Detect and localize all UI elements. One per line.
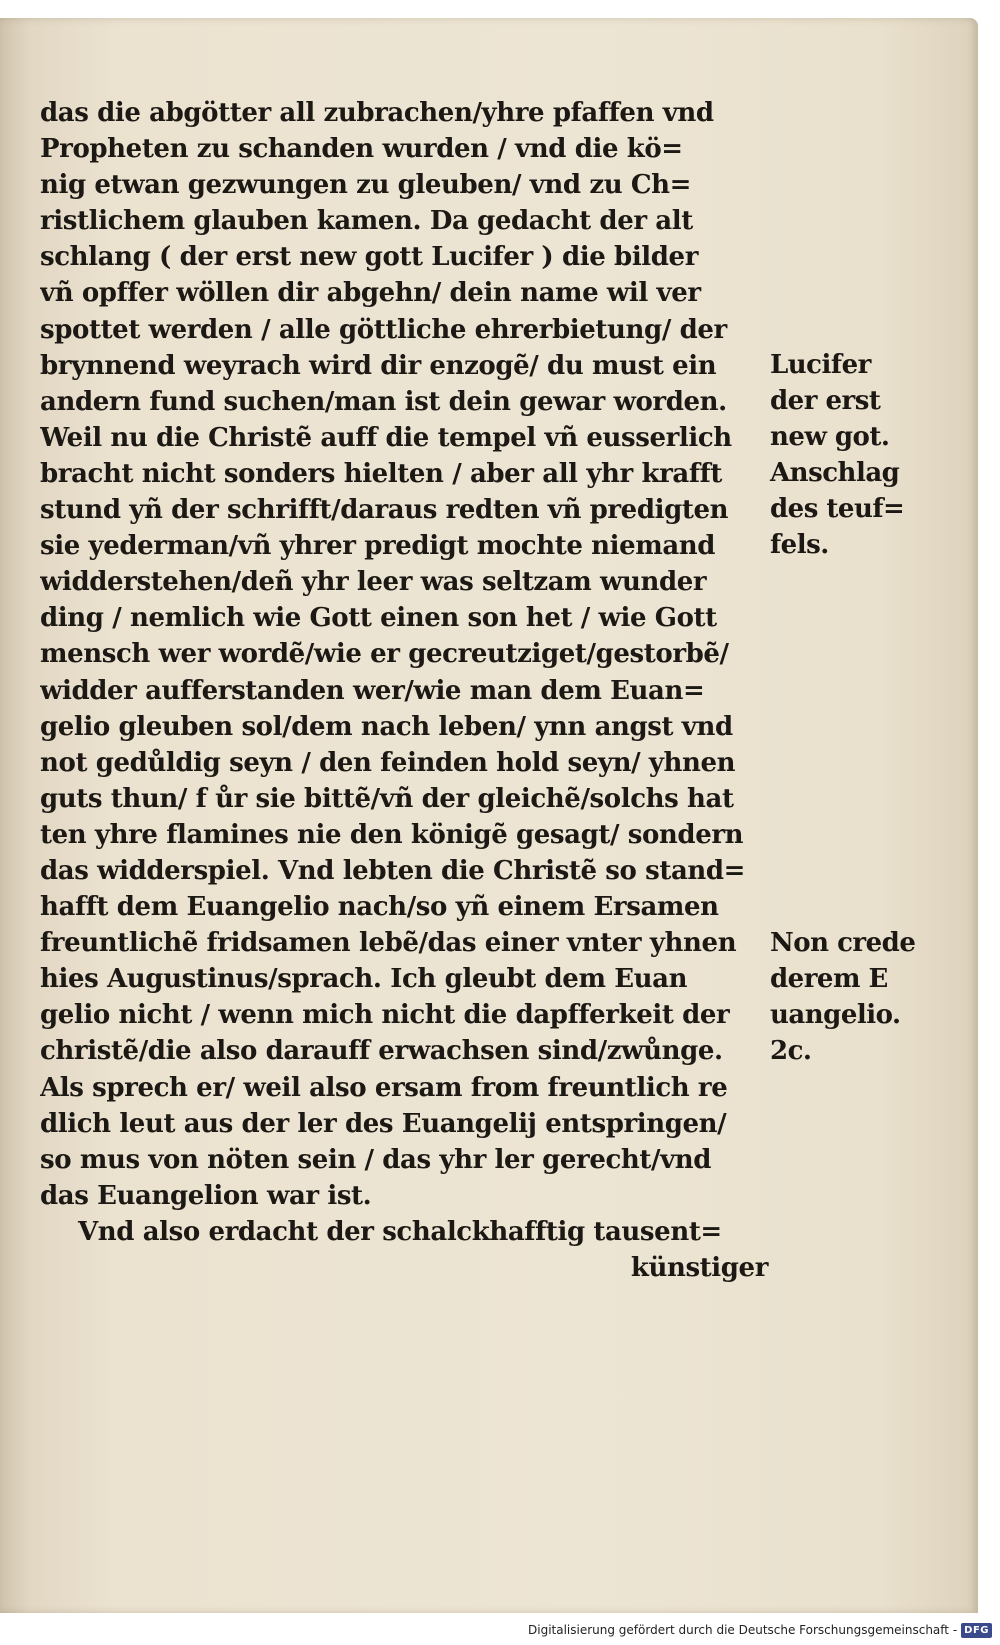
text-line: Als sprech er/ weil also ersam from freuntlich re [40,1072,728,1103]
footer-credit [528,1619,992,1641]
margin-note-line: derem E [770,964,888,995]
margin-note-line: uangelio. [770,1000,901,1031]
text-line: brynnend weyrach wird dir enzogẽ/ du must ein [40,350,717,381]
funding-credit-text: Digitalisierung gefördert durch die Deutsche Forschungsgemeinschaft - [528,1623,958,1637]
text-line: bracht nicht sonders hielten / aber all yhr krafft [40,458,723,489]
margin-note-line: des teuf= [770,494,905,525]
text-line: widder aufferstanden wer/wie man dem Euan= [40,675,705,706]
text-line: das widderspiel. Vnd lebten die Christẽ so stand= [40,855,746,886]
text-line: not gedůldig seyn / den feinden hold seyn/ yhnen [40,747,736,778]
text-line: mensch wer wordẽ/wie er gecreutziget/gestorbẽ/ [40,639,729,670]
main-text-column [40,95,770,1286]
text-line: so mus von nöten sein / das yhr ler gerecht/vnd [40,1144,712,1175]
text-line: christẽ/die also darauff erwachsen sind/zwůnge. [40,1036,723,1067]
dfg-logo: DFG [961,1623,992,1638]
margin-note-non-crederem [770,925,920,1069]
text-line: Weil nu die Christẽ auff die tempel vñ eusserlich [40,422,732,453]
text-line: ristlichem glauben kamen. Da gedacht der alt [40,206,693,237]
text-line: freuntlichẽ fridsamen lebẽ/das einer vnter yhnen [40,928,737,959]
text-line: nig etwan gezwungen zu gleuben/ vnd zu Ch= [40,170,692,201]
text-line: ding / nemlich wie Gott einen son het / wie Gott [40,603,717,634]
text-line: ten yhre flamines nie den königẽ gesagt/ sondern [40,819,744,850]
text-line: sie yederman/vñ yhrer predigt mochte niemand [40,531,716,562]
text-line: gelio nicht / wenn mich nicht die dapfferkeit der [40,1000,730,1031]
text-line: widderstehen/deñ yhr leer was seltzam wunder [40,567,707,598]
text-line: Propheten zu schanden wurden / vnd die kö= [40,134,683,165]
margin-note-lucifer [770,347,920,564]
text-line: vñ opffer wöllen dir abgehn/ dein name wil ver [40,278,701,309]
margin-note-line: Lucifer [770,350,871,380]
text-line: guts thun/ f ůr sie bittẽ/vñ der gleichẽ/solchs hat [40,783,734,814]
text-line: das Euangelion war ist. [40,1180,372,1211]
margin-note-line: 2c. [770,1036,812,1067]
text-line: Vnd also erdacht der schalckhafftig tausent= [78,1216,722,1247]
text-line: gelio gleuben sol/dem nach leben/ ynn angst vnd [40,711,733,742]
text-line: spottet werden / alle göttliche ehrerbietung/ der [40,314,727,345]
text-line: das die abgötter all zubrachen/yhre pfaffen vnd [40,98,714,128]
text-line: hies Augustinus/sprach. Ich gleubt dem Euan [40,964,688,995]
text-line: hafft dem Euangelio nach/so yñ einem Ersamen [40,892,719,923]
catchword: künstiger [630,1253,768,1283]
margin-note-line: der erst [770,386,881,417]
margin-note-line: fels. [770,530,829,561]
margin-note-line: Non crede [770,928,916,958]
text-line: andern fund suchen/man ist dein gewar worden. [40,386,727,417]
text-line: stund yñ der schrifft/daraus redten vñ predigten [40,495,729,526]
text-line: dlich leut aus der ler des Euangelij entspringen/ [40,1108,727,1139]
margin-note-line: Anschlag [770,458,900,489]
margin-note-line: new got. [770,422,890,453]
text-line: schlang ( der erst new gott Lucifer ) die bilder [40,242,698,273]
